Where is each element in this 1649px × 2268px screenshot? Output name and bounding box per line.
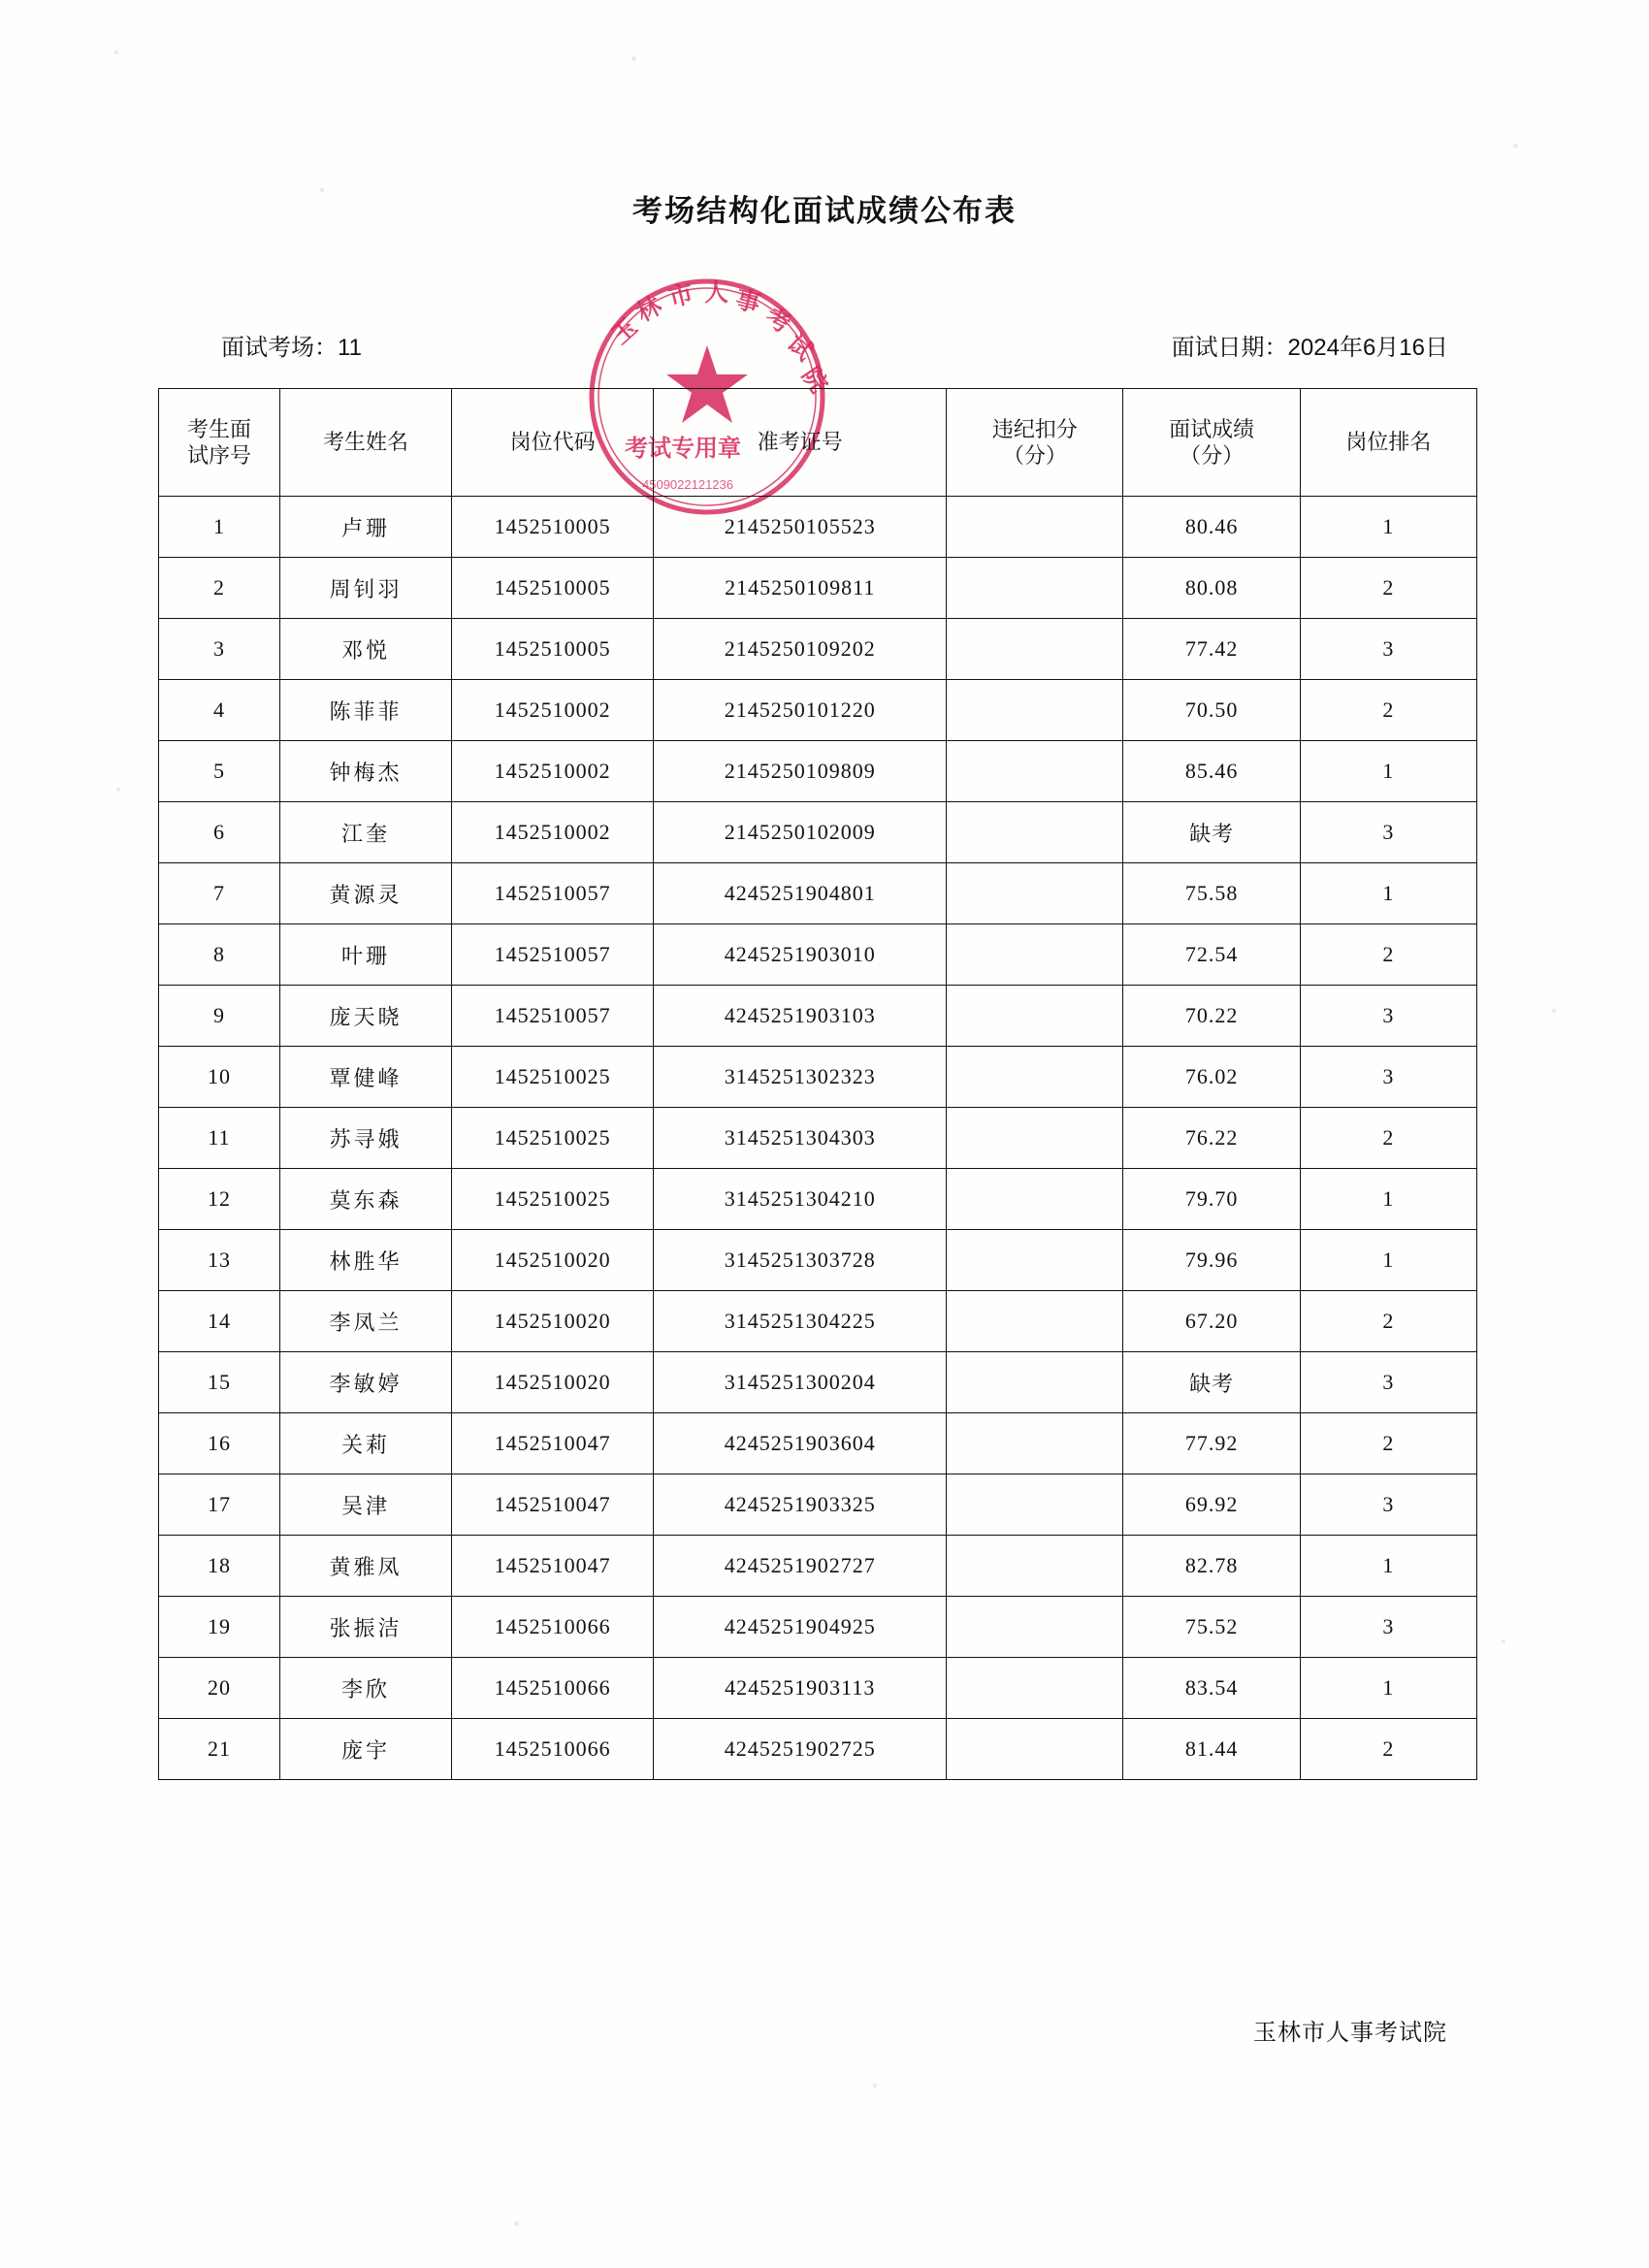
cell-deduct — [947, 924, 1123, 986]
cell-name: 庞天晓 — [279, 986, 451, 1047]
cell-seq: 11 — [159, 1108, 280, 1169]
column-header-score-line2: （分） — [1180, 443, 1245, 468]
cell-rank: 3 — [1300, 802, 1476, 863]
cell-seq: 20 — [159, 1658, 280, 1719]
svg-text:人: 人 — [704, 279, 729, 307]
cell-seq: 8 — [159, 924, 280, 986]
cell-seq: 6 — [159, 802, 280, 863]
cell-rank: 2 — [1300, 1719, 1476, 1780]
cell-name: 关莉 — [279, 1413, 451, 1474]
exam-date-label: 面试日期：2024年6月16日 — [1171, 335, 1448, 361]
cell-post: 1452510002 — [451, 802, 653, 863]
table-row — [159, 1536, 1477, 1597]
table-row — [159, 1291, 1477, 1352]
cell-score: 83.54 — [1123, 1658, 1300, 1719]
svg-text:市: 市 — [665, 279, 696, 312]
svg-text:考: 考 — [760, 303, 795, 340]
cell-rank: 1 — [1300, 741, 1476, 802]
cell-score: 72.54 — [1123, 924, 1300, 986]
table-row — [159, 619, 1477, 680]
cell-post: 1452510057 — [451, 924, 653, 986]
cell-admit: 2145250101220 — [654, 680, 947, 741]
cell-deduct — [947, 1474, 1123, 1536]
cell-post: 1452510047 — [451, 1474, 653, 1536]
cell-deduct — [947, 1536, 1123, 1597]
cell-name: 苏寻娥 — [279, 1108, 451, 1169]
cell-admit: 2145250109811 — [654, 558, 947, 619]
cell-score: 76.02 — [1123, 1047, 1300, 1108]
cell-rank: 1 — [1300, 1536, 1476, 1597]
cell-post: 1452510002 — [451, 680, 653, 741]
column-header-score-line1: 面试成绩 — [1169, 416, 1255, 441]
cell-score: 79.96 — [1123, 1230, 1300, 1291]
cell-deduct — [947, 1108, 1123, 1169]
cell-admit: 4245251904925 — [654, 1597, 947, 1658]
issuing-organization: 玉林市人事考试院 — [1253, 2020, 1447, 2046]
column-header-seq-line2: 试序号 — [186, 443, 251, 468]
table-row — [159, 1474, 1477, 1536]
cell-deduct — [947, 986, 1123, 1047]
cell-rank: 2 — [1300, 558, 1476, 619]
cell-post: 1452510047 — [451, 1536, 653, 1597]
column-header-post-code: 岗位代码 — [451, 389, 653, 497]
cell-deduct — [947, 1352, 1123, 1413]
table-header-row — [159, 389, 1477, 497]
cell-seq: 14 — [159, 1291, 280, 1352]
table-row — [159, 924, 1477, 986]
cell-seq: 3 — [159, 619, 280, 680]
cell-rank: 1 — [1300, 863, 1476, 924]
table-row — [159, 680, 1477, 741]
table-row — [159, 1352, 1477, 1413]
cell-post: 1452510025 — [451, 1169, 653, 1230]
cell-score: 77.42 — [1123, 619, 1300, 680]
column-header-seq — [159, 389, 280, 497]
cell-name: 李欣 — [279, 1658, 451, 1719]
cell-seq: 16 — [159, 1413, 280, 1474]
cell-rank: 1 — [1300, 1230, 1476, 1291]
cell-admit: 2145250109202 — [654, 619, 947, 680]
cell-seq: 21 — [159, 1719, 280, 1780]
column-header-deduction-line2: （分） — [1002, 443, 1067, 468]
cell-admit: 2145250102009 — [654, 802, 947, 863]
table-body — [159, 497, 1477, 1780]
cell-post: 1452510020 — [451, 1291, 653, 1352]
cell-name: 林胜华 — [279, 1230, 451, 1291]
cell-rank: 1 — [1300, 497, 1476, 558]
cell-post: 1452510066 — [451, 1719, 653, 1780]
cell-admit: 2145250109809 — [654, 741, 947, 802]
svg-text:玉: 玉 — [606, 312, 643, 350]
svg-text:事: 事 — [732, 285, 763, 318]
cell-name: 黄雅凤 — [279, 1536, 451, 1597]
cell-name: 叶珊 — [279, 924, 451, 986]
cell-name: 李敏婷 — [279, 1352, 451, 1413]
cell-post: 1452510005 — [451, 497, 653, 558]
cell-deduct — [947, 863, 1123, 924]
cell-deduct — [947, 1658, 1123, 1719]
cell-rank: 2 — [1300, 1413, 1476, 1474]
paper-speck — [631, 56, 636, 61]
cell-admit: 4245251903103 — [654, 986, 947, 1047]
cell-rank: 1 — [1300, 1658, 1476, 1719]
cell-admit: 2145250105523 — [654, 497, 947, 558]
svg-text:4509022121236: 4509022121236 — [642, 477, 733, 492]
cell-score: 69.92 — [1123, 1474, 1300, 1536]
meta-row — [221, 328, 1448, 361]
column-header-name: 考生姓名 — [279, 389, 451, 497]
page-title: 考场结构化面试成绩公布表 — [632, 194, 1017, 228]
cell-score: 80.46 — [1123, 497, 1300, 558]
cell-post: 1452510020 — [451, 1230, 653, 1291]
cell-admit: 4245251903604 — [654, 1413, 947, 1474]
svg-text:试: 试 — [781, 329, 819, 367]
cell-admit: 4245251904801 — [654, 863, 947, 924]
svg-text:院: 院 — [796, 362, 832, 399]
paper-speck — [873, 2084, 877, 2088]
table-row — [159, 1047, 1477, 1108]
interview-scores-table — [158, 388, 1477, 1780]
paper-speck — [116, 788, 120, 792]
cell-seq: 18 — [159, 1536, 280, 1597]
cell-seq: 7 — [159, 863, 280, 924]
cell-score: 76.22 — [1123, 1108, 1300, 1169]
cell-name: 莫东森 — [279, 1169, 451, 1230]
cell-seq: 2 — [159, 558, 280, 619]
cell-admit: 3145251304303 — [654, 1108, 947, 1169]
cell-score: 82.78 — [1123, 1536, 1300, 1597]
cell-score: 70.50 — [1123, 680, 1300, 741]
paper-speck — [114, 50, 118, 54]
table-row — [159, 802, 1477, 863]
cell-rank: 3 — [1300, 1597, 1476, 1658]
cell-post: 1452510020 — [451, 1352, 653, 1413]
column-header-score — [1123, 389, 1300, 497]
cell-seq: 4 — [159, 680, 280, 741]
cell-deduct — [947, 1291, 1123, 1352]
cell-name: 钟梅杰 — [279, 741, 451, 802]
cell-seq: 13 — [159, 1230, 280, 1291]
table-row — [159, 1658, 1477, 1719]
table-row — [159, 1413, 1477, 1474]
cell-score: 缺考 — [1123, 1352, 1300, 1413]
cell-seq: 19 — [159, 1597, 280, 1658]
cell-admit: 3145251304210 — [654, 1169, 947, 1230]
cell-admit: 3145251304225 — [654, 1291, 947, 1352]
cell-name: 庞宇 — [279, 1719, 451, 1780]
cell-deduct — [947, 558, 1123, 619]
cell-seq: 1 — [159, 497, 280, 558]
cell-seq: 15 — [159, 1352, 280, 1413]
cell-deduct — [947, 680, 1123, 741]
table-row — [159, 1108, 1477, 1169]
cell-deduct — [947, 802, 1123, 863]
cell-score: 81.44 — [1123, 1719, 1300, 1780]
cell-rank: 3 — [1300, 1352, 1476, 1413]
cell-post: 1452510057 — [451, 863, 653, 924]
cell-deduct — [947, 1230, 1123, 1291]
cell-score: 77.92 — [1123, 1413, 1300, 1474]
paper-speck — [1502, 1639, 1505, 1643]
cell-name: 邓悦 — [279, 619, 451, 680]
cell-name: 陈菲菲 — [279, 680, 451, 741]
cell-deduct — [947, 1047, 1123, 1108]
cell-seq: 5 — [159, 741, 280, 802]
column-header-rank: 岗位排名 — [1300, 389, 1476, 497]
cell-rank: 2 — [1300, 680, 1476, 741]
cell-post: 1452510066 — [451, 1658, 653, 1719]
cell-rank: 3 — [1300, 1474, 1476, 1536]
table-row — [159, 741, 1477, 802]
cell-post: 1452510047 — [451, 1413, 653, 1474]
table-row — [159, 1230, 1477, 1291]
cell-name: 江奎 — [279, 802, 451, 863]
cell-rank: 3 — [1300, 619, 1476, 680]
cell-score: 70.22 — [1123, 986, 1300, 1047]
cell-rank: 1 — [1300, 1169, 1476, 1230]
cell-post: 1452510025 — [451, 1108, 653, 1169]
cell-post: 1452510005 — [451, 558, 653, 619]
cell-name: 周钊羽 — [279, 558, 451, 619]
cell-post: 1452510057 — [451, 986, 653, 1047]
column-header-admission-number: 准考证号 — [654, 389, 947, 497]
paper-speck — [1552, 1009, 1556, 1013]
column-header-deduction-line1: 违纪扣分 — [991, 416, 1078, 441]
cell-rank: 3 — [1300, 1047, 1476, 1108]
column-header-deduction — [947, 389, 1123, 497]
cell-score: 85.46 — [1123, 741, 1300, 802]
column-header-seq-line1: 考生面 — [186, 416, 251, 441]
table-row — [159, 1597, 1477, 1658]
cell-deduct — [947, 619, 1123, 680]
cell-score: 缺考 — [1123, 802, 1300, 863]
cell-seq: 12 — [159, 1169, 280, 1230]
cell-deduct — [947, 1597, 1123, 1658]
cell-rank: 2 — [1300, 1291, 1476, 1352]
cell-deduct — [947, 1719, 1123, 1780]
cell-score: 67.20 — [1123, 1291, 1300, 1352]
cell-deduct — [947, 1169, 1123, 1230]
table-row — [159, 1719, 1477, 1780]
cell-name: 黄源灵 — [279, 863, 451, 924]
cell-score: 75.58 — [1123, 863, 1300, 924]
cell-score: 80.08 — [1123, 558, 1300, 619]
cell-admit: 4245251903113 — [654, 1658, 947, 1719]
cell-rank: 3 — [1300, 986, 1476, 1047]
cell-admit: 3145251302323 — [654, 1047, 947, 1108]
cell-name: 覃健峰 — [279, 1047, 451, 1108]
cell-deduct — [947, 1413, 1123, 1474]
cell-admit: 4245251903010 — [654, 924, 947, 986]
cell-name: 张振洁 — [279, 1597, 451, 1658]
exam-room-label: 面试考场：11 — [221, 335, 362, 361]
table-row — [159, 863, 1477, 924]
paper-speck — [1513, 144, 1518, 148]
cell-seq: 9 — [159, 986, 280, 1047]
cell-deduct — [947, 497, 1123, 558]
cell-score: 79.70 — [1123, 1169, 1300, 1230]
cell-admit: 4245251903325 — [654, 1474, 947, 1536]
cell-admit: 3145251303728 — [654, 1230, 947, 1291]
cell-name: 吴津 — [279, 1474, 451, 1536]
cell-seq: 17 — [159, 1474, 280, 1536]
table-row — [159, 497, 1477, 558]
cell-score: 75.52 — [1123, 1597, 1300, 1658]
svg-text:林: 林 — [631, 291, 666, 328]
svg-text:考试专用章: 考试专用章 — [625, 436, 741, 462]
cell-seq: 10 — [159, 1047, 280, 1108]
cell-name: 卢珊 — [279, 497, 451, 558]
table-row — [159, 1169, 1477, 1230]
cell-post: 1452510002 — [451, 741, 653, 802]
cell-deduct — [947, 741, 1123, 802]
cell-name: 李凤兰 — [279, 1291, 451, 1352]
table-row — [159, 558, 1477, 619]
cell-post: 1452510005 — [451, 619, 653, 680]
paper-speck — [514, 2221, 519, 2226]
cell-post: 1452510025 — [451, 1047, 653, 1108]
table-row — [159, 986, 1477, 1047]
cell-rank: 2 — [1300, 1108, 1476, 1169]
cell-admit: 4245251902727 — [654, 1536, 947, 1597]
cell-rank: 2 — [1300, 924, 1476, 986]
cell-admit: 3145251300204 — [654, 1352, 947, 1413]
cell-admit: 4245251902725 — [654, 1719, 947, 1780]
cell-post: 1452510066 — [451, 1597, 653, 1658]
